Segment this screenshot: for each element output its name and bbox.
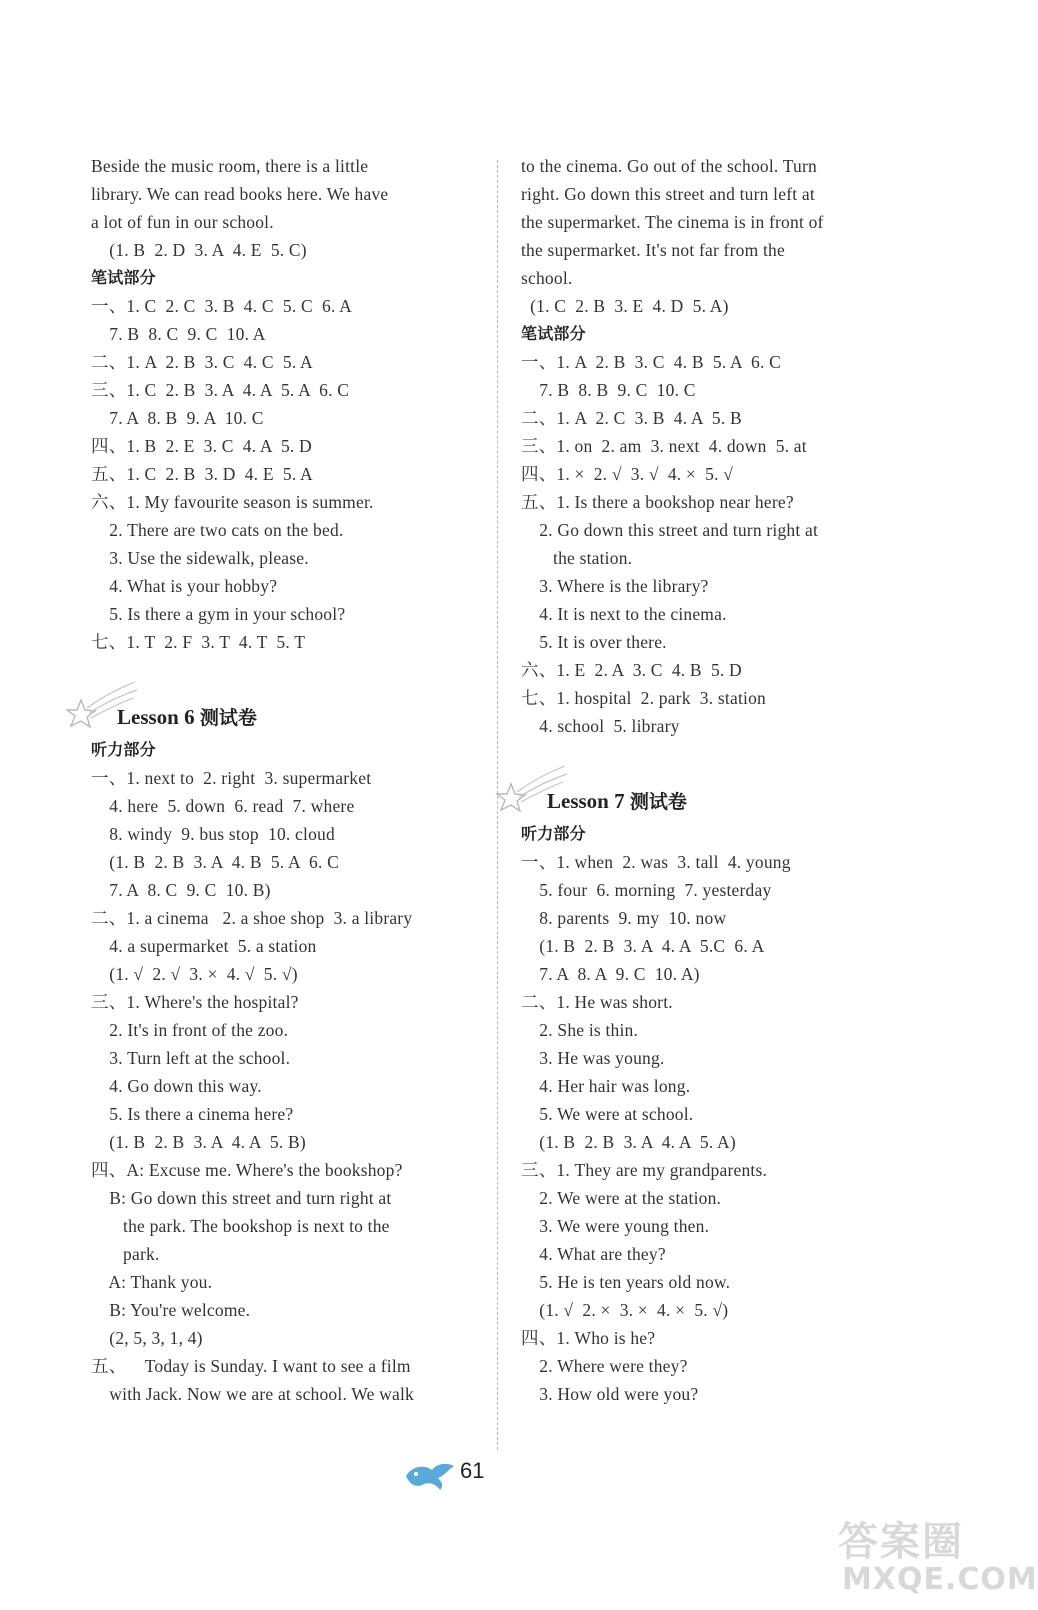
answer-line: 5. Is there a cinema here? bbox=[91, 1104, 294, 1124]
answer-line: library. We can read books here. We have bbox=[91, 184, 389, 204]
answer-line: 5. He is ten years old now. bbox=[521, 1272, 731, 1292]
answer-line: 一、1. when 2. was 3. tall 4. young bbox=[521, 852, 791, 872]
answer-line: a lot of fun in our school. bbox=[91, 212, 274, 232]
section-heading: 笔试部分 bbox=[521, 324, 586, 343]
answer-line: (1. √ 2. × 3. × 4. × 5. √) bbox=[521, 1300, 729, 1320]
answer-line: 三、1. on 2. am 3. next 4. down 5. at bbox=[521, 436, 807, 456]
answer-line: 3. How old were you? bbox=[521, 1384, 699, 1404]
answer-line: 2. She is thin. bbox=[521, 1020, 639, 1040]
answer-line: 7. A 8. B 9. A 10. C bbox=[91, 408, 264, 428]
lesson-title-cn: 测试卷 bbox=[199, 707, 257, 729]
answer-line: 一、1. C 2. C 3. B 4. C 5. C 6. A bbox=[91, 296, 352, 316]
lesson-heading bbox=[91, 678, 469, 736]
bird-icon bbox=[402, 1458, 458, 1494]
answer-line: (1. B 2. B 3. A 4. A 5. B) bbox=[91, 1132, 306, 1152]
answer-line: 5. four 6. morning 7. yesterday bbox=[521, 880, 772, 900]
lesson-title bbox=[547, 787, 687, 814]
answer-line: Beside the music room, there is a little bbox=[91, 156, 369, 176]
answer-line: 4. What are they? bbox=[521, 1244, 666, 1264]
answer-line: the station. bbox=[521, 548, 633, 568]
answer-line: 七、1. T 2. F 3. T 4. T 5. T bbox=[91, 632, 306, 652]
answer-line: right. Go down this street and turn left at bbox=[521, 184, 815, 204]
lesson-title bbox=[117, 703, 257, 730]
answer-line: 4. a supermarket 5. a station bbox=[91, 936, 317, 956]
answer-line: 一、1. A 2. B 3. C 4. B 5. A 6. C bbox=[521, 352, 782, 372]
answer-line: 二、1. He was short. bbox=[521, 992, 673, 1012]
answer-line: (1. √ 2. √ 3. × 4. √ 5. √) bbox=[91, 964, 298, 984]
answer-line: the supermarket. The cinema is in front of bbox=[521, 212, 824, 232]
answer-line: 3. Turn left at the school. bbox=[91, 1048, 291, 1068]
answer-line: 五、1. C 2. B 3. D 4. E 5. A bbox=[91, 464, 313, 484]
answer-line: 四、A: Excuse me. Where's the bookshop? bbox=[91, 1160, 403, 1180]
answer-line: 四、1. × 2. √ 3. √ 4. × 5. √ bbox=[521, 464, 734, 484]
answer-line: 4. It is next to the cinema. bbox=[521, 604, 727, 624]
answer-line: B: Go down this street and turn right at bbox=[91, 1188, 392, 1208]
answer-line: 五、1. Is there a bookshop near here? bbox=[521, 492, 794, 512]
answer-line: 四、1. Who is he? bbox=[521, 1328, 656, 1348]
answer-line: 2. Where were they? bbox=[521, 1356, 688, 1376]
left-column bbox=[91, 152, 469, 1408]
answer-line: 7. B 8. B 9. C 10. C bbox=[521, 380, 696, 400]
answer-line: 7. A 8. A 9. C 10. A) bbox=[521, 964, 700, 984]
answer-line: 三、1. C 2. B 3. A 4. A 5. A 6. C bbox=[91, 380, 350, 400]
answer-line: 三、1. Where's the hospital? bbox=[91, 992, 299, 1012]
lesson-heading bbox=[521, 762, 911, 820]
answer-line: 7. A 8. C 9. C 10. B) bbox=[91, 880, 271, 900]
page-footer bbox=[402, 1456, 522, 1496]
answer-line: (1. B 2. D 3. A 4. E 5. C) bbox=[91, 240, 307, 260]
answer-line: 七、1. hospital 2. park 3. station bbox=[521, 688, 766, 708]
answer-line: to the cinema. Go out of the school. Turn bbox=[521, 156, 817, 176]
lesson-title-text: Lesson 6 bbox=[117, 705, 195, 729]
right-column bbox=[521, 152, 911, 1408]
answer-line: 四、1. B 2. E 3. C 4. A 5. D bbox=[91, 436, 312, 456]
answer-line: 2. It's in front of the zoo. bbox=[91, 1020, 289, 1040]
answer-line: school. bbox=[521, 268, 573, 288]
answer-line: 5. Is there a gym in your school? bbox=[91, 604, 346, 624]
answer-line: 二、1. A 2. C 3. B 4. A 5. B bbox=[521, 408, 742, 428]
answer-line: 8. parents 9. my 10. now bbox=[521, 908, 727, 928]
answer-line: park. bbox=[91, 1244, 160, 1264]
answer-line: the park. The bookshop is next to the bbox=[91, 1216, 390, 1236]
watermark-en: MXQE.COM bbox=[842, 1562, 1038, 1597]
answer-line: 一、1. next to 2. right 3. supermarket bbox=[91, 768, 372, 788]
lesson-title-cn: 测试卷 bbox=[629, 791, 687, 813]
page-number: 61 bbox=[460, 1458, 485, 1483]
answer-line: with Jack. Now we are at school. We walk bbox=[91, 1384, 414, 1404]
answer-line: 2. Go down this street and turn right at bbox=[521, 520, 819, 540]
answer-line: 六、1. E 2. A 3. C 4. B 5. D bbox=[521, 660, 742, 680]
lesson-title-text: Lesson 7 bbox=[547, 789, 625, 813]
answer-line: 5. It is over there. bbox=[521, 632, 667, 652]
answer-line: 二、1. a cinema 2. a shoe shop 3. a library bbox=[91, 908, 413, 928]
answer-line: 7. B 8. C 9. C 10. A bbox=[91, 324, 266, 344]
answer-line: the supermarket. It's not far from the bbox=[521, 240, 785, 260]
answer-line: (1. B 2. B 3. A 4. A 5.C 6. A bbox=[521, 936, 765, 956]
answer-line: 4. Her hair was long. bbox=[521, 1076, 691, 1096]
answer-line: A: Thank you. bbox=[91, 1272, 213, 1292]
section-heading: 听力部分 bbox=[521, 824, 586, 843]
answer-line: 4. What is your hobby? bbox=[91, 576, 278, 596]
answer-line: (1. C 2. B 3. E 4. D 5. A) bbox=[521, 296, 729, 316]
answer-line: 2. There are two cats on the bed. bbox=[91, 520, 344, 540]
answer-line: (1. B 2. B 3. A 4. A 5. A) bbox=[521, 1132, 736, 1152]
answer-line: 3. Use the sidewalk, please. bbox=[91, 548, 309, 568]
answer-line: 4. school 5. library bbox=[521, 716, 680, 736]
answer-line: 4. here 5. down 6. read 7. where bbox=[91, 796, 355, 816]
answer-line: 3. We were young then. bbox=[521, 1216, 710, 1236]
watermark bbox=[820, 1510, 1038, 1605]
answer-line: 4. Go down this way. bbox=[91, 1076, 262, 1096]
answer-line: 8. windy 9. bus stop 10. cloud bbox=[91, 824, 335, 844]
section-heading: 笔试部分 bbox=[91, 268, 156, 287]
answer-line: 五、 Today is Sunday. I want to see a film bbox=[91, 1356, 411, 1376]
answer-line: 3. He was young. bbox=[521, 1048, 665, 1068]
answer-line: (2, 5, 3, 1, 4) bbox=[91, 1328, 203, 1348]
watermark-cn: 答案圈 bbox=[838, 1519, 964, 1565]
answer-line: 二、1. A 2. B 3. C 4. C 5. A bbox=[91, 352, 313, 372]
answer-line: 5. We were at school. bbox=[521, 1104, 694, 1124]
answer-line: 三、1. They are my grandparents. bbox=[521, 1160, 768, 1180]
answer-line: 3. Where is the library? bbox=[521, 576, 709, 596]
answer-line: 六、1. My favourite season is summer. bbox=[91, 492, 374, 512]
answer-line: 2. We were at the station. bbox=[521, 1188, 722, 1208]
section-heading: 听力部分 bbox=[91, 740, 156, 759]
answer-line: (1. B 2. B 3. A 4. B 5. A 6. C bbox=[91, 852, 339, 872]
answer-line: B: You're welcome. bbox=[91, 1300, 251, 1320]
